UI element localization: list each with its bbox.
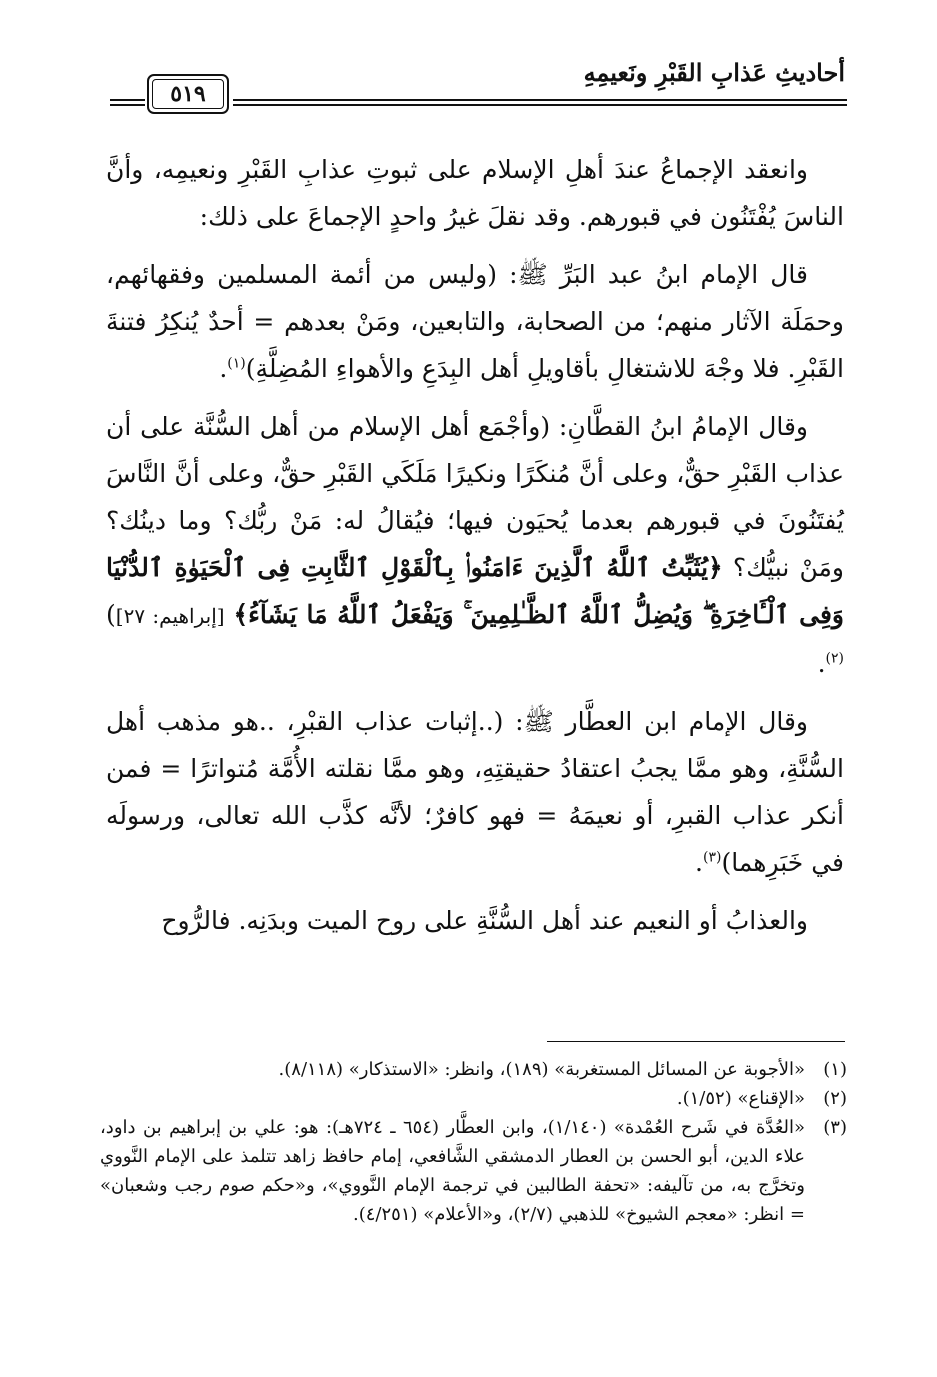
quran-verse: ﴿يُثَبِّتُ ٱللَّهُ ٱلَّذِينَ ءَامَنُوا۟ بِٱلْقَوْلِ ٱلثَّابِتِ فِى ٱلْحَيَوٰةِ ٱلدُّنْيَا وَفِى ٱلْـَٔاخِرَةِ ۖ وَيُضِلُّ ٱللَّهُ ٱلظَّـٰلِمِينَ ۚ وَيَفْعَلُ ٱللَّهُ مَا يَشَآءُ﴾ (106, 553, 844, 629)
footnote-ref-2[interactable]: (٢) (825, 650, 844, 667)
footnote-text: «الإقناع» (١/٥٢). (676, 1088, 805, 1109)
footnote-separator (547, 1041, 845, 1042)
running-head-title: أحاديثِ عَذابِ القَبْرِ ونَعيمِهِ (583, 58, 845, 87)
footnote-ref-3[interactable]: (٣) (702, 849, 722, 866)
page-number: ٥١٩ (170, 81, 206, 107)
paragraph-ibn-al-qattan: وقال الإمامُ ابنُ القطَّانِ: (وأجْمَع أهل الإسلام من أهل السُّنَّة على أن عذاب القَبْرِ حقٌّ، وعلى أنَّ مُنكَرًا ونكيرًا مَلَكَي القَبْرِ حقٌّ، وعلى أنَّ النَّاسَ يُفتَنُونَ في قبورهم بعدما يُحيَون فيها؛ فيُقالُ له: مَنْ ربُّك؟ وما دينُك؟ ومَنْ نبيُّك؟ ﴿يُثَبِّتُ ٱللَّهُ ٱلَّذِينَ ءَامَنُوا۟ بِٱلْقَوْلِ ٱلثَّابِتِ فِى ٱلْحَيَوٰةِ ٱلدُّنْيَا وَفِى ٱلْـَٔاخِرَةِ ۖ وَيُضِلُّ ٱللَّهُ ٱلظَّـٰلِمِينَ ۚ وَيَفْعَلُ ٱللَّهُ مَا يَشَآءُ﴾ [إبراهيم: ٢٧])$^{(٢)}$. (106, 412, 845, 678)
verse-citation: [إبراهيم: ٢٧] (115, 604, 225, 628)
paragraph-ibn-abd-al-barr: قال الإمام ابنُ عبد البَرِّ ﷺ: (وليس من أئمة المسلمين وفقهائهم، وحمَلَة الآثار منهم؛ من الصحابة، والتابعين، ومَنْ بعدهم = أحدٌ يُنكِرُ فتنةَ القَبْرِ. فلا وجْهَ للاشتغالِ بأقاويلِ أهل البِدَعِ والأهواءِ المُضِلَّةِ)$^{(١)}$. (106, 260, 844, 383)
header-rule-right (233, 99, 847, 101)
footnote-ref-1[interactable]: (١) (227, 355, 246, 372)
quote-ibn-abd-al-barr: قال الإمام ابنُ عبد البَرِّ ﷺ: (وليس من أئمة المسلمين وفقهائهم، وحمَلَة الآثار منهم؛ من الصحابة، والتابعين، ومَنْ بعدهم = أحدٌ يُنكِرُ فتنةَ القَبْرِ. فلا وجْهَ للاشتغالِ بأقاويلِ أهل البِدَعِ والأهواءِ المُضِلَّةِ) (106, 260, 844, 383)
footnotes (100, 1055, 847, 1229)
footnote-number: (٢) (823, 1088, 847, 1109)
footnote-text: «العُدَّة في شَرح العُمْدة» (١/١٤٠)، وابن العطَّار (٦٥٤ ـ ٧٢٤هـ): هو: علي بن إبراهيم بن داود، علاء الدين، أبو الحسن بن العطار الدمشقي الشَّافعي، إمام حافظ زاهد تتلمذ على الإمام النَّووي وتخرَّج به، من تآليفه: «تحفة الطالبين في ترجمة الإمام النَّووي»، و«حكم صوم رجب وشعبان» = انظر: «معجم الشيوخ» للذهبي (٢/٧)، و«الأعلام» (٤/٢٥١). (100, 1117, 806, 1225)
paragraph-consensus: وانعقد الإجماعُ عندَ أهلِ الإسلام على ثبوتِ عذابِ القَبْرِ ونعيمِه، وأنَّ الناسَ يُفْتَنُون في قبورهم. وقد نقلَ غيرُ واحدٍ الإجماعَ على ذلك: (106, 155, 844, 231)
header-rule-left-double (110, 104, 145, 106)
footnote-text: «الأجوبة عن المسائل المستغربة» (١٨٩)، وانظر: «الاستذكار» (٨/١١٨). (278, 1059, 805, 1080)
footnote-number: (١) (823, 1059, 847, 1080)
page-number-frame (147, 74, 229, 114)
paragraph-torment-soul-body: والعذابُ أو النعيم عند أهل السُّنَّةِ على روح الميت وبدَنِه. فالرُّوح (161, 906, 808, 935)
footnote-1 (100, 1055, 847, 1084)
header-rule-right-double (233, 104, 847, 106)
footnote-number: (٣) (823, 1117, 847, 1138)
footnote-3 (100, 1113, 847, 1229)
quote-ibn-al-attar: وقال الإمام ابن العطَّار ﷺ: (..إثبات عذاب القبْرِ، ..هو مذهب أهل السُّنَّةِ، وهو ممَّا يجبُ اعتقادُ حقيقتِهِ، وهو ممَّا نقلته الأُمَّة مُتواترًا = فمن أنكر عذاب القبرِ، أو نعيمَهُ = فهو كافرٌ؛ لأنَّه كذَّب الله تعالى، ورسولَه في خَبَرِهما) (106, 707, 844, 877)
main-text (106, 146, 844, 955)
header-rule-left (110, 99, 145, 101)
quote-ibn-al-qattan: وقال الإمامُ ابنُ القطَّانِ: (وأجْمَع أهل الإسلام من أهل السُّنَّة على أن عذاب القَبْرِ حقٌّ، وعلى أنَّ مُنكَرًا ونكيرًا مَلَكَي القَبْرِ حقٌّ، وعلى أنَّ النَّاسَ يُفتَنُونَ في قبورهم بعدما يُحيَون فيها؛ فيُقالُ له: مَنْ ربُّك؟ وما دينُك؟ ومَنْ نبيُّك؟ (106, 412, 845, 582)
quote-close-paren: ) (106, 600, 116, 629)
footnote-2 (100, 1084, 847, 1113)
paragraph-ibn-al-attar: وقال الإمام ابن العطَّار ﷺ: (..إثبات عذاب القبْرِ، ..هو مذهب أهل السُّنَّةِ، وهو ممَّا يجبُ اعتقادُ حقيقتِهِ، وهو ممَّا نقلته الأُمَّة مُتواترًا = فمن أنكر عذاب القبرِ، أو نعيمَهُ = فهو كافرٌ؛ لأنَّه كذَّب الله تعالى، ورسولَه في خَبَرِهما)$^{(٣)}$. (106, 707, 844, 877)
